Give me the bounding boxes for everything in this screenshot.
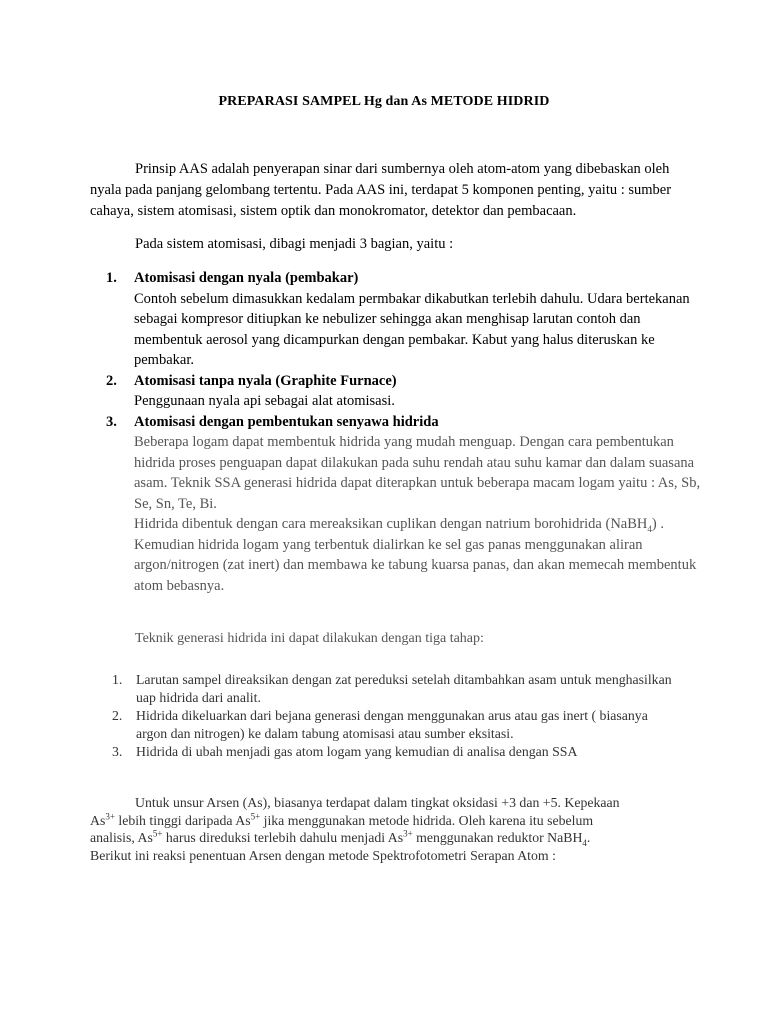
arsen-text: lebih tinggi daripada bbox=[114, 812, 236, 828]
arsen-text: jika menggunakan metode hidrida. Oleh karena itu sebelum bbox=[260, 812, 594, 828]
arsen-line-4: Berikut ini reaksi penentuan Arsen dengan metode Spektrofotometri Serapan Atom : bbox=[90, 847, 556, 863]
list-number: 3. bbox=[106, 413, 117, 430]
arsen-text: analisis, bbox=[90, 830, 138, 845]
list-item bbox=[112, 707, 672, 743]
list-number: 2. bbox=[112, 708, 123, 723]
nabh4-text: Hidrida dibentuk dengan cara mereaksikan cuplikan dengan natrium borohidrida (NaBH bbox=[134, 516, 648, 532]
list-text: Larutan sampel direaksikan dengan zat pereduksi setelah ditambahkan asam untuk menghasilkan uap hidrida dari analit. bbox=[136, 672, 672, 705]
list-body: Beberapa logam dapat membentuk hidrida yang mudah menguap. Dengan cara pembentukan hidrida proses penguapan dapat dilakukan pada suhu rendah atau suhu kamar dan dalam suasana asam. Teknik SSA generasi hidrida dapat diterapkan untuk beberapa macam logam yaitu : As, Sb, Se, Sn, Te, Bi. bbox=[134, 434, 701, 512]
superscript: 3+ bbox=[403, 828, 413, 839]
superscript: 5+ bbox=[152, 828, 163, 839]
arsen-text: menggunakan reduktor NaBH bbox=[412, 830, 583, 845]
list-item bbox=[106, 412, 706, 597]
list-number: 3. bbox=[112, 744, 123, 759]
arsen-paragraph bbox=[90, 794, 690, 864]
list-text: Hidrida dikeluarkan dari bejana generasi dengan menggunakan arus atau gas inert ( biasanya argon dan nitrogen) ke dalam tabung atomisasi atau sumber eksitasi. bbox=[136, 708, 648, 741]
list-item bbox=[112, 671, 672, 707]
as-symbol: As bbox=[137, 830, 153, 845]
list-body: Penggunaan nyala api sebagai alat atomisasi. bbox=[134, 393, 395, 409]
list-body: Contoh sebelum dimasukkan kedalam permbakar dikabutkan terlebih dahulu. Udara bertekanan sebagai kompresor ditiupkan ke nebulizer sehingga akan menghisap larutan contoh dan membentuk aerosol yang dicampurkan dengan pembakar. Kabut yang halus diteruskan ke pembakar. bbox=[134, 290, 690, 368]
list-number: 1. bbox=[112, 672, 123, 687]
arsen-line-3 bbox=[90, 829, 690, 847]
intro-paragraph: Prinsip AAS adalah penyerapan sinar dari sumbernya oleh atom-atom yang dibebaskan oleh nyala pada panjang gelombang tertentu. Pada AAS ini, terdapat 5 komponen penting, yaitu : sumber cahaya, sistem atomisasi, sistem optik dan monokromator, detektor dan pembacaan. bbox=[90, 161, 672, 219]
list-heading: Atomisasi dengan pembentukan senyawa hidrida bbox=[134, 413, 439, 430]
subscript: 4 bbox=[582, 837, 587, 848]
list-item bbox=[106, 268, 706, 371]
teknik-list bbox=[112, 671, 672, 761]
as-symbol: As bbox=[387, 830, 404, 845]
teknik-intro: Teknik generasi hidrida ini dapat dilakukan dengan tiga tahap: bbox=[135, 631, 484, 646]
superscript: 5+ bbox=[250, 810, 261, 821]
list-text: Hidrida di ubah menjadi gas atom logam yang kemudian di analisa dengan SSA bbox=[136, 744, 578, 759]
list-heading: Atomisasi dengan nyala (pembakar) bbox=[134, 270, 359, 286]
atomisasi-intro: Pada sistem atomisasi, dibagi menjadi 3 bagian, yaitu : bbox=[135, 236, 454, 252]
hidrida-text: ) . Kemudian hidrida logam yang terbentuk dialirkan ke sel gas panas menggunakan aliran argon/nitrogen (zat inert) dan membawa ke tabung kuarsa panas, dan akan memecah membentuk atom bebasnya. bbox=[134, 516, 697, 594]
list-heading: Atomisasi tanpa nyala (Graphite Furnace) bbox=[134, 372, 397, 389]
list-item bbox=[106, 371, 706, 412]
arsen-line-2 bbox=[90, 812, 690, 830]
arsen-text: harus direduksi terlebih dahulu menjadi bbox=[162, 830, 388, 845]
superscript: 3+ bbox=[105, 810, 115, 821]
document-title: PREPARASI SAMPEL Hg dan As METODE HIDRID bbox=[218, 94, 550, 109]
list-number: 2. bbox=[106, 372, 117, 389]
list-body-continued bbox=[134, 514, 706, 596]
arsen-line-1: Untuk unsur Arsen (As), biasanya terdapat dalam tingkat oksidasi +3 dan +5. Kepekaan bbox=[135, 795, 620, 810]
as-symbol: As bbox=[90, 812, 106, 828]
atomisasi-list bbox=[106, 268, 706, 596]
as-symbol: As bbox=[235, 812, 251, 828]
subscript: 4 bbox=[647, 523, 652, 534]
arsen-text: . bbox=[586, 830, 591, 845]
list-item bbox=[112, 743, 672, 761]
list-number: 1. bbox=[106, 270, 117, 286]
